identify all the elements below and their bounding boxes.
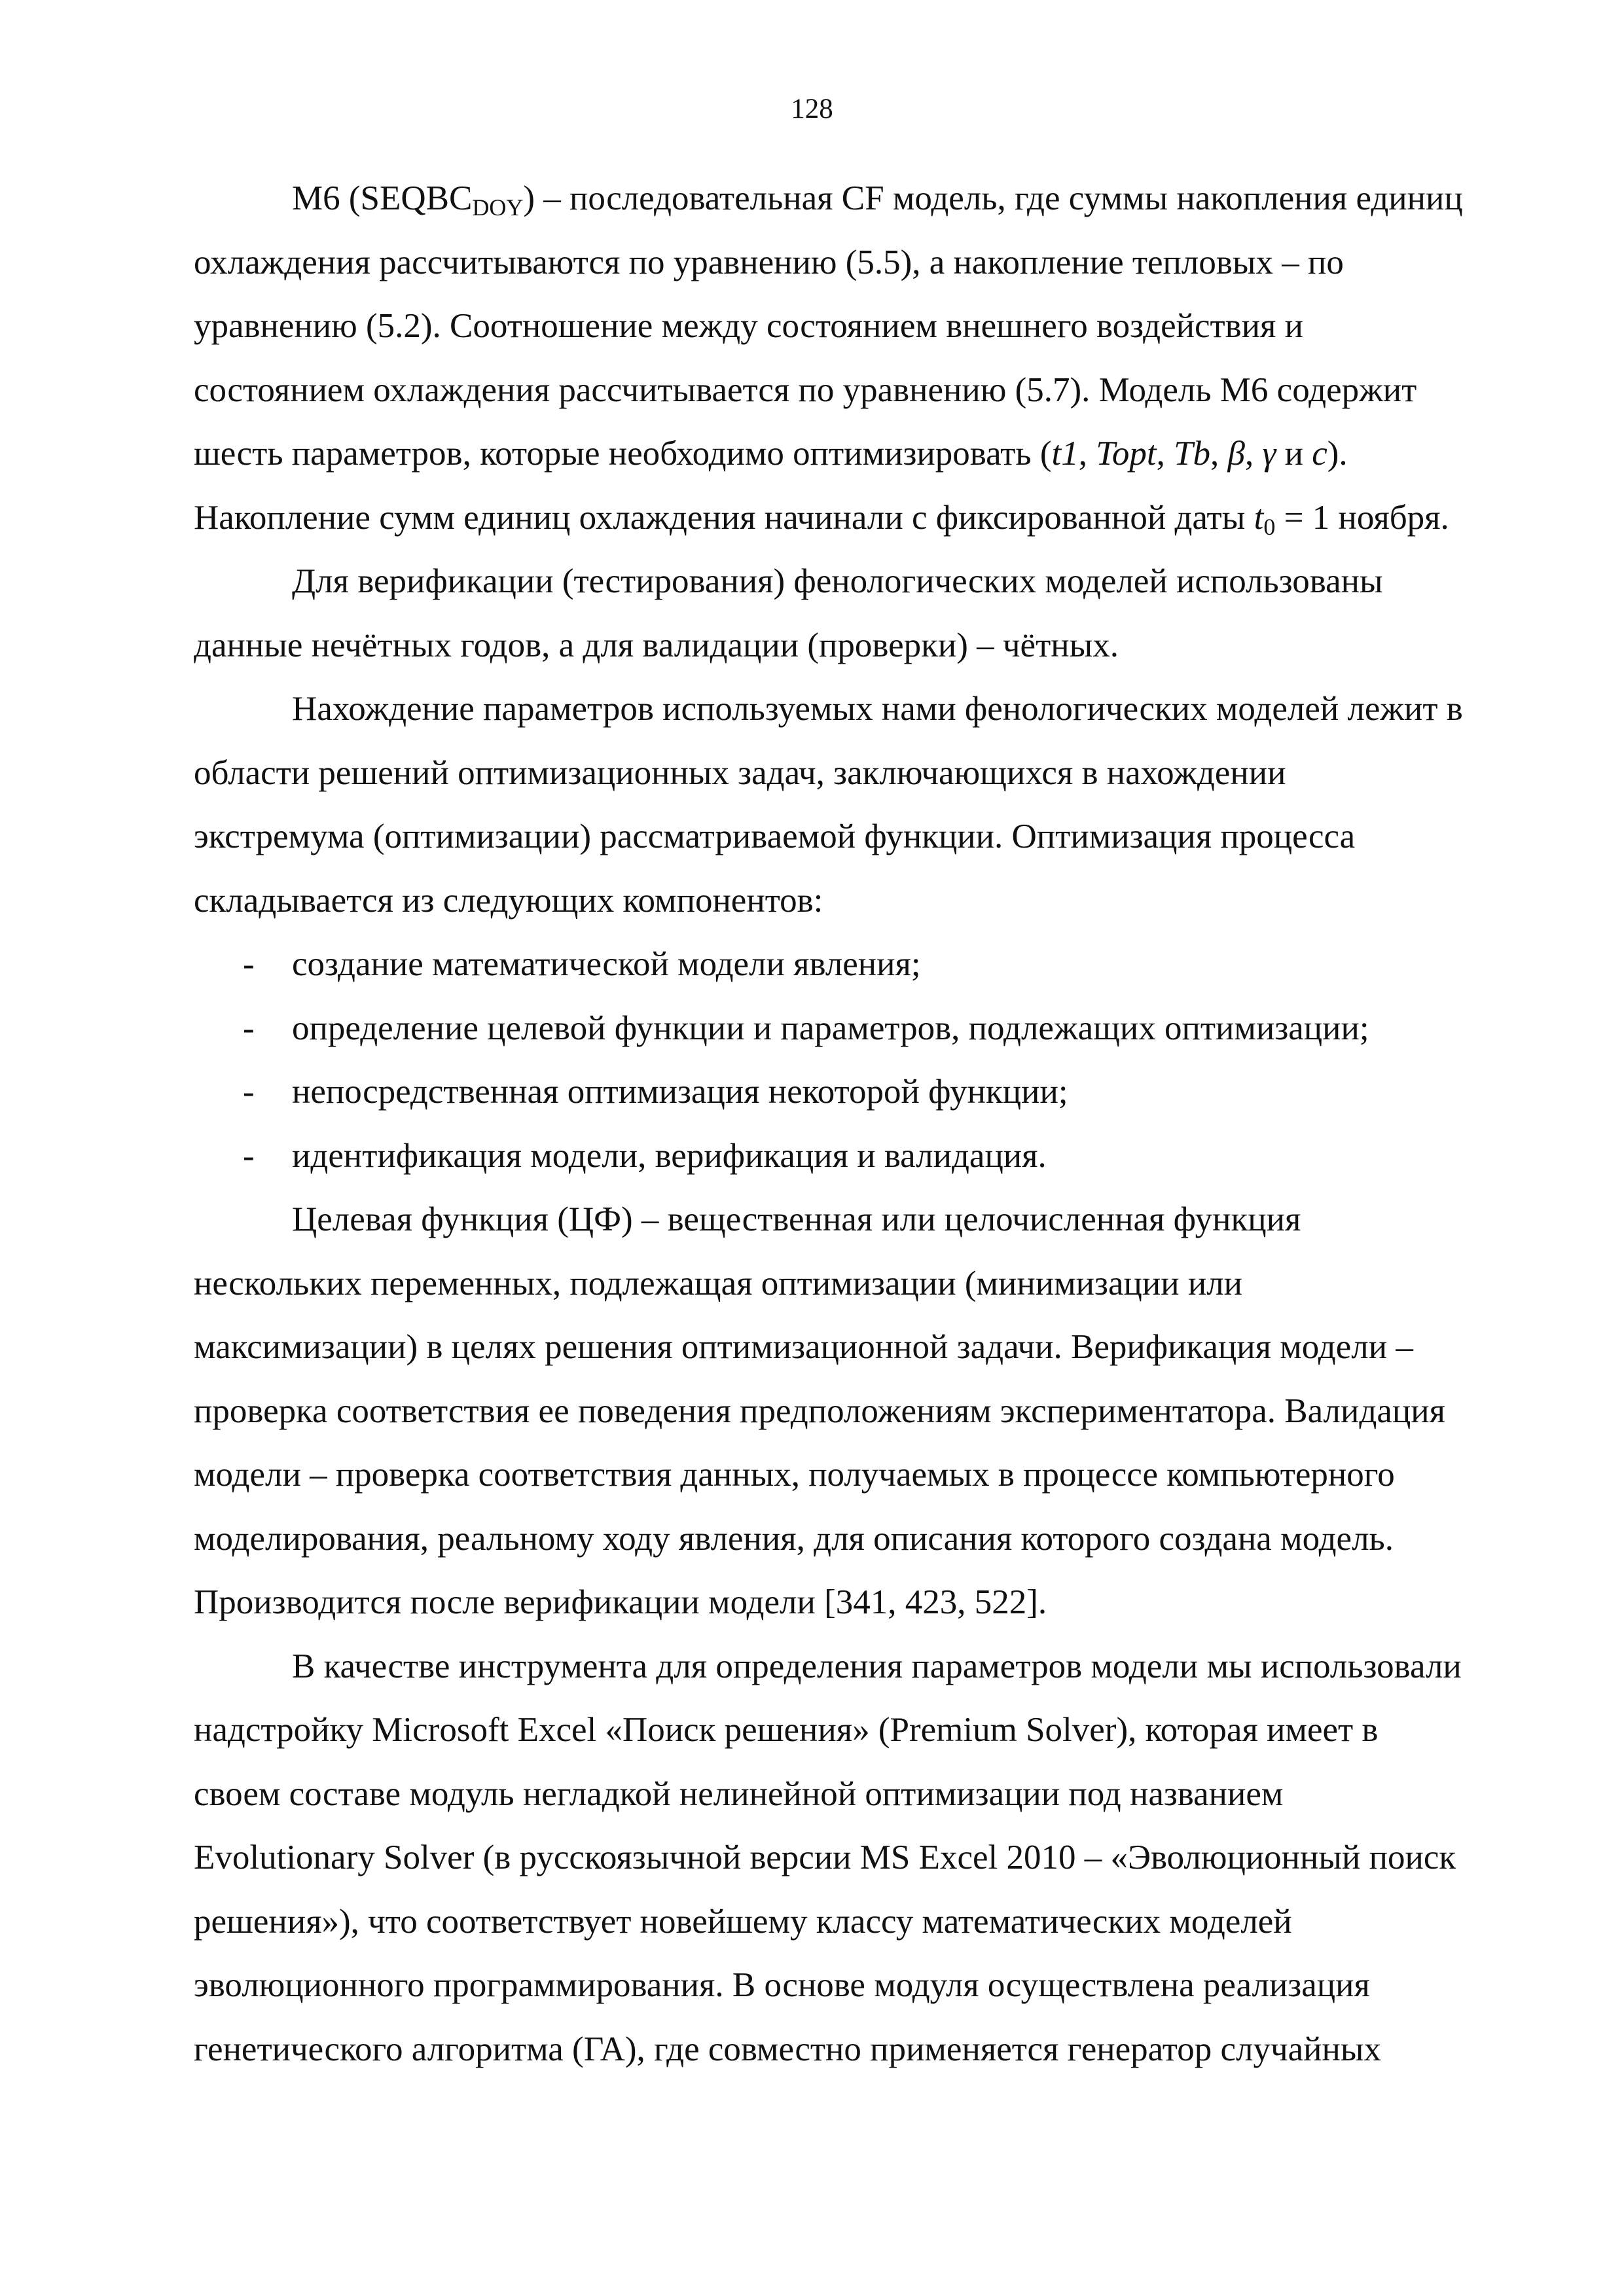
- param-beta: β: [1227, 435, 1245, 473]
- text-body: [194, 167, 1549, 2081]
- paragraph-excel-solver: В качестве инструмента для определения параметров модели мы использовали надстройку Microsoft Excel «Поиск решения» (Premium Solver), которая имеет в своем составе модуль негладкой нелинейной оптимизации под названием Evolutionary Solver (в русскоязычной версии MS Excel 2010 – «Эволюционный поиск решения»), что соответствует новейшему классу математических моделей эволюционного программирования. В основе модуля осуществлена реализация генетического алгоритма (ГА), где совместно применяется генератор случайных: [194, 1647, 1462, 2068]
- p1-text-c: ). Накопление сумм единиц охлаждения начинали с фиксированной даты: [194, 435, 1348, 537]
- param-t1: t1: [1051, 435, 1079, 473]
- param-tb: Tb: [1174, 435, 1211, 473]
- components-list: [194, 933, 1549, 1188]
- p1-subscript-doy: DOY: [472, 194, 524, 221]
- page-number: 128: [791, 94, 833, 124]
- list-bullet: -: [243, 1009, 255, 1047]
- p1-text-d: = 1 ноября.: [1275, 498, 1449, 537]
- paragraph-model-m6: [194, 167, 1549, 550]
- paragraph-optimization-intro: Нахождение параметров используемых нами фенологических моделей лежит в области решений оптимизационных задач, заключающихся в нахождении экстремума (оптимизации) рассматриваемой функции. Оптимизация процесса складывается из следующих компонентов:: [194, 690, 1463, 920]
- list-item-text: идентификация модели, верификация и валидация.: [292, 1136, 1047, 1175]
- param-t0: t: [1254, 498, 1264, 537]
- p1-sep-3: ,: [1210, 435, 1228, 473]
- list-item-text: непосредственная оптимизация некоторой функции;: [292, 1073, 1068, 1111]
- list-item-text: определение целевой функции и параметров, подлежащих оптимизации;: [292, 1009, 1369, 1047]
- list-item: [194, 1060, 1549, 1124]
- list-item: [194, 1124, 1549, 1189]
- param-t0-subscript: 0: [1263, 513, 1276, 540]
- p1-sep-4: ,: [1244, 435, 1263, 473]
- param-topt: Topt: [1096, 435, 1157, 473]
- paragraph-verification-data: Для верификации (тестирования) фенологических моделей использованы данные нечётных годов, а для валидации (проверки) – чётных.: [194, 562, 1383, 664]
- list-item: [194, 933, 1549, 997]
- list-bullet: -: [243, 945, 255, 983]
- list-item-text: создание математической модели явления;: [292, 945, 921, 983]
- list-bullet: -: [243, 1073, 255, 1111]
- p1-sep-2: ,: [1156, 435, 1174, 473]
- paragraph-objective-function: Целевая функция (ЦФ) – вещественная или целочисленная функция нескольких переменных, подлежащая оптимизации (минимизации или максимизации) в целях решения оптимизационной задачи. Верификация модели – проверка соответствия ее поведения предположениям экспериментатора. Валидация модели – проверка соответствия данных, получаемых в процессе компьютерного моделирования, реальному ходу явления, для описания которого создана модель. Производится после верификации модели [341, 423, 522].: [194, 1200, 1445, 1621]
- p1-text-a: М6 (SEQBC: [292, 179, 473, 217]
- param-c: c: [1312, 435, 1327, 473]
- list-item: [194, 997, 1549, 1061]
- list-bullet: -: [243, 1136, 255, 1175]
- param-gamma: γ: [1262, 435, 1276, 473]
- p1-text-b: ) – последовательная CF модель, где суммы накопления единиц охлаждения рассчитываются по уравнению (5.5), а накопление тепловых – по уравнению (5.2). Соотношение между состоянием внешнего воздействия и состоянием охлаждения рассчитывается по уравнению (5.7). Модель М6 содержит шесть параметров, которые необходимо оптимизировать (: [194, 179, 1463, 473]
- p1-sep-1: ,: [1078, 435, 1096, 473]
- p1-sep-5: и: [1276, 435, 1312, 473]
